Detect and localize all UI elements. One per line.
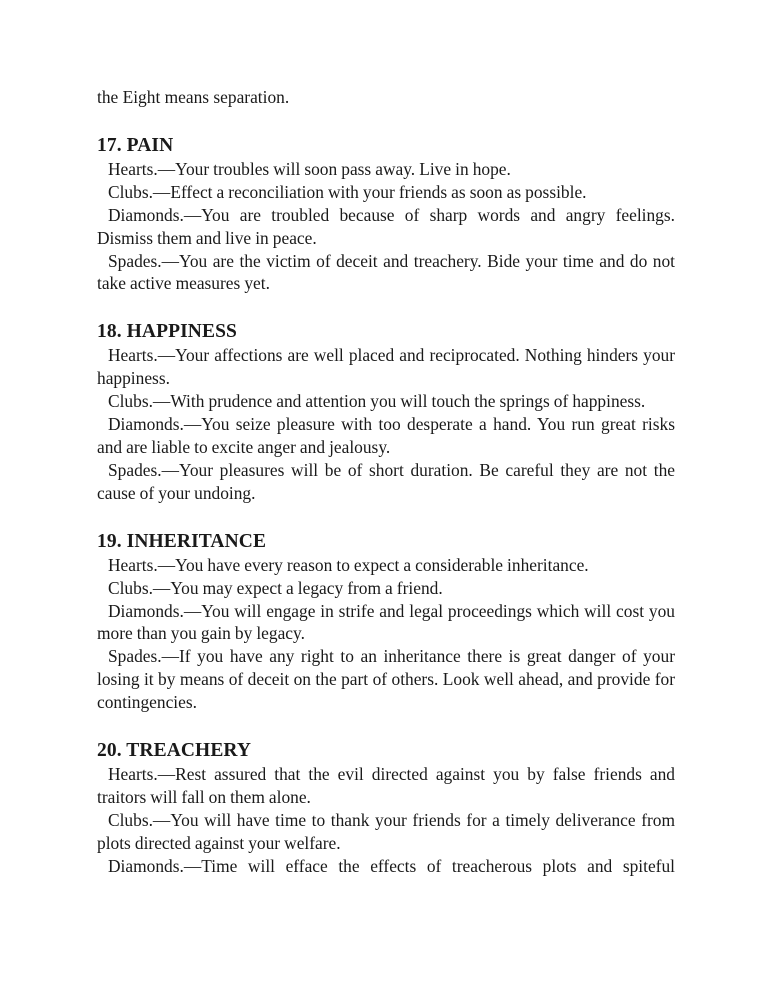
continued-text: the Eight means separation. <box>97 87 290 107</box>
entry-clubs: Clubs.—You will have time to thank your friends for a timely deliverance from plots directed against your welfare. <box>97 809 675 853</box>
entry-hearts: Hearts.—Your affections are well placed and reciprocated. Nothing hinders your happiness. <box>97 345 675 389</box>
entry-spades: Spades.—You are the victim of deceit and treachery. Bide your time and do not take active measures yet. <box>97 250 675 294</box>
entry-diamonds: Diamonds.—Time will efface the effects of treacherous plots and spiteful <box>108 855 675 876</box>
entry-clubs: Clubs.—Effect a reconciliation with your friends as soon as possible. <box>108 181 587 202</box>
section-heading: 18. HAPPINESS <box>97 321 237 343</box>
section-pain <box>97 134 675 295</box>
entry-spades: Spades.—Your pleasures will be of short duration. Be careful they are not the cause of your undoing. <box>97 459 675 503</box>
entry-diamonds: Diamonds.—You seize pleasure with too desperate a hand. You run great risks and are liable to excite anger and jealousy. <box>97 414 675 457</box>
book-page <box>97 86 675 878</box>
entry-diamonds: Diamonds.—You will engage in strife and legal proceedings which will cost you more than you gain by legacy. <box>97 600 675 644</box>
section-inheritance <box>97 530 675 714</box>
entry-clubs: Clubs.—With prudence and attention you will touch the springs of happiness. <box>108 391 646 412</box>
entry-clubs: Clubs.—You may expect a legacy from a friend. <box>108 577 443 598</box>
entry-diamonds: Diamonds.—You are troubled because of sharp words and angry feelings. Dismiss them and live in peace. <box>97 204 675 248</box>
entry-spades: Spades.—If you have any right to an inheritance there is great danger of your losing it by means of deceit on the part of others. Look well ahead, and provide for contingencies. <box>97 646 675 713</box>
section-heading: 17. PAIN <box>97 134 174 156</box>
section-heading: 20. TREACHERY <box>97 740 252 762</box>
section-happiness <box>97 320 675 504</box>
section-treachery <box>97 739 675 878</box>
entry-hearts: Hearts.—You have every reason to expect a considerable inheritance. <box>108 554 589 575</box>
entry-hearts: Hearts.—Rest assured that the evil directed against you by false friends and traitors will fall on them alone. <box>97 764 675 807</box>
entry-hearts: Hearts.—Your troubles will soon pass away. Live in hope. <box>108 158 511 179</box>
section-heading: 19. INHERITANCE <box>97 530 267 552</box>
